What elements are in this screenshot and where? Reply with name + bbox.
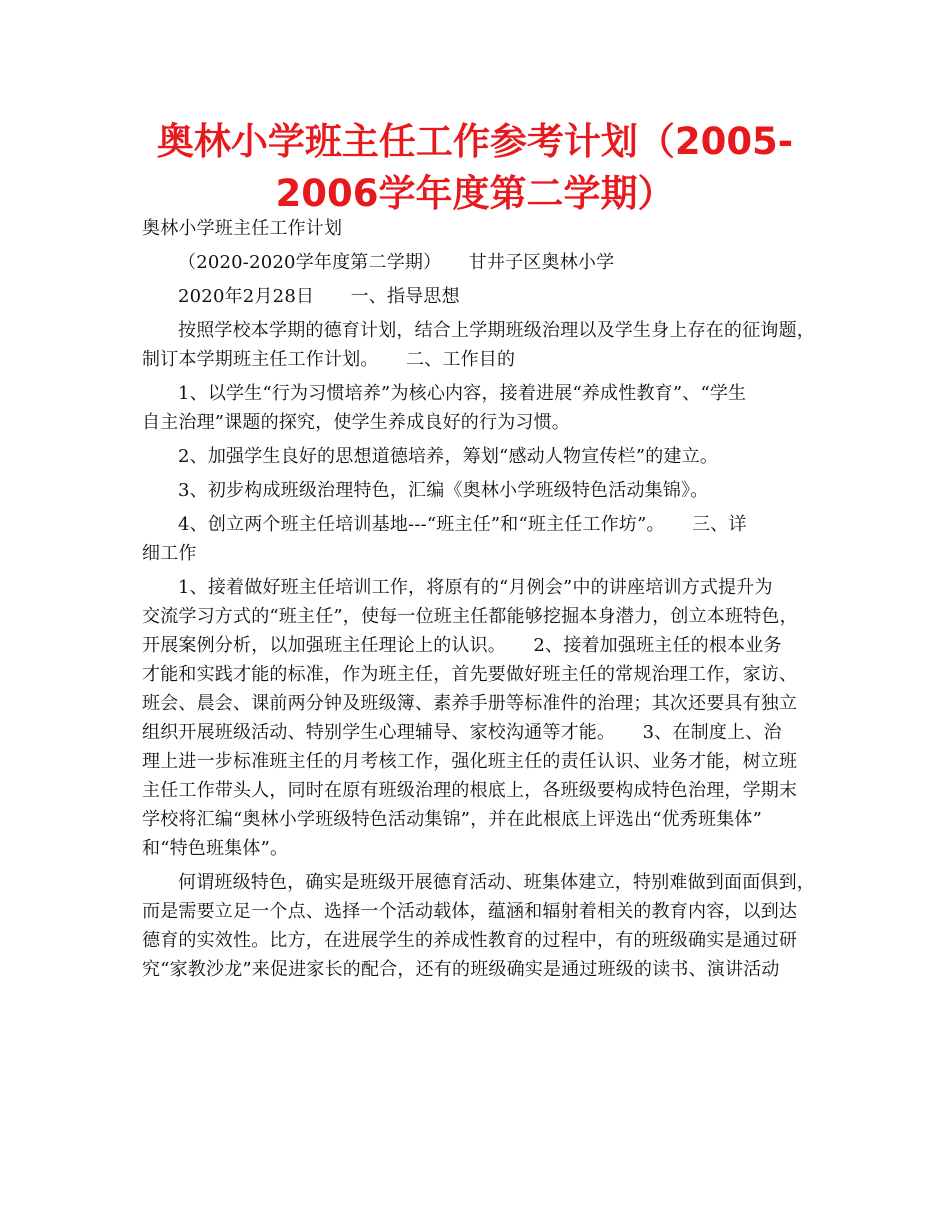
paragraph — [142, 573, 814, 863]
text-line: 2020年2月28日 一、指导思想 — [178, 286, 460, 307]
text-line: 组织开展班级活动、特别学生心理辅导、家校沟通等才能。 3、在制度上、治 — [142, 722, 782, 743]
text-line: 1、接着做好班主任培训工作，将原有的“月例会”中的讲座培训方式提升为 — [178, 577, 773, 598]
title-line-1: 奥林小学班主任工作参考计划（2005- — [156, 120, 794, 163]
paragraph — [142, 379, 814, 437]
text-line: 主任工作带头人，同时在原有班级治理的根底上，各班级要构成特色治理，学期末 — [142, 780, 798, 801]
text-line: 班会、晨会、课前两分钟及班级簿、素养手册等标准件的治理；其次还要具有独立 — [142, 693, 798, 714]
title-line-2: 2006学年度第二学期） — [275, 172, 675, 215]
text-line: 德育的实效性。比方，在进展学生的养成性教育的过程中，有的班级确实是通过研 — [142, 930, 798, 951]
text-line: 理上进一步标准班主任的月考核工作，强化班主任的责任认识、业务才能，树立班 — [142, 751, 798, 772]
text-line: 奥林小学班主任工作计划 — [142, 218, 343, 239]
text-line: 究“家教沙龙”来促进家长的配合，还有的班级确实是通过班级的读书、演讲活动 — [142, 959, 780, 980]
paragraph — [142, 282, 814, 311]
text-line: 学校将汇编“奥林小学班级特色活动集锦”，并在此根底上评选出“优秀班集体” — [142, 809, 763, 830]
paragraph — [142, 248, 814, 277]
text-line: 制订本学期班主任工作计划。 二、工作目的 — [142, 349, 516, 370]
text-line: 细工作 — [142, 543, 197, 564]
text-line: 才能和实践才能的标准，作为班主任，首先要做好班主任的常规治理工作，家访、 — [142, 664, 798, 685]
text-line: 1、以学生“行为习惯培养”为核心内容，接着进展“养成性教育”、“学生 — [178, 383, 747, 404]
document-body — [142, 214, 814, 984]
text-line: 何谓班级特色，确实是班级开展德育活动、班集体建立，特别难做到面面俱到， — [178, 872, 815, 893]
paragraph — [142, 868, 814, 984]
text-line: 自主治理”课题的探究，使学生养成良好的行为习惯。 — [142, 412, 570, 433]
paragraph — [142, 214, 814, 243]
paragraph — [142, 476, 814, 505]
text-line: （2020-2020学年度第二学期） 甘井子区奥林小学 — [178, 252, 615, 273]
text-line: 2、加强学生良好的思想道德培养，筹划“感动人物宣传栏”的建立。 — [178, 446, 719, 467]
text-line: 按照学校本学期的德育计划，结合上学期班级治理以及学生身上存在的征询题， — [178, 320, 815, 341]
text-line: 和“特色班集体”。 — [142, 838, 289, 859]
text-line: 3、初步构成班级治理特色，汇编《奥林小学班级特色活动集锦》。 — [178, 480, 709, 501]
text-line: 开展案例分析，以加强班主任理论上的认识。 2、接着加强班主任的根本业务 — [142, 635, 782, 656]
paragraph — [142, 316, 814, 374]
text-line: 而是需要立足一个点、选择一个活动载体，蕴涵和辐射着相关的教育内容，以到达 — [142, 901, 798, 922]
paragraph — [142, 442, 814, 471]
document-title — [120, 116, 830, 220]
text-line: 4、创立两个班主任培训基地---“班主任”和“班主任工作坊”。 三、详 — [178, 514, 747, 535]
text-line: 交流学习方式的“班主任”，使每一位班主任都能够挖掘本身潜力，创立本班特色， — [142, 606, 798, 627]
paragraph — [142, 510, 814, 568]
